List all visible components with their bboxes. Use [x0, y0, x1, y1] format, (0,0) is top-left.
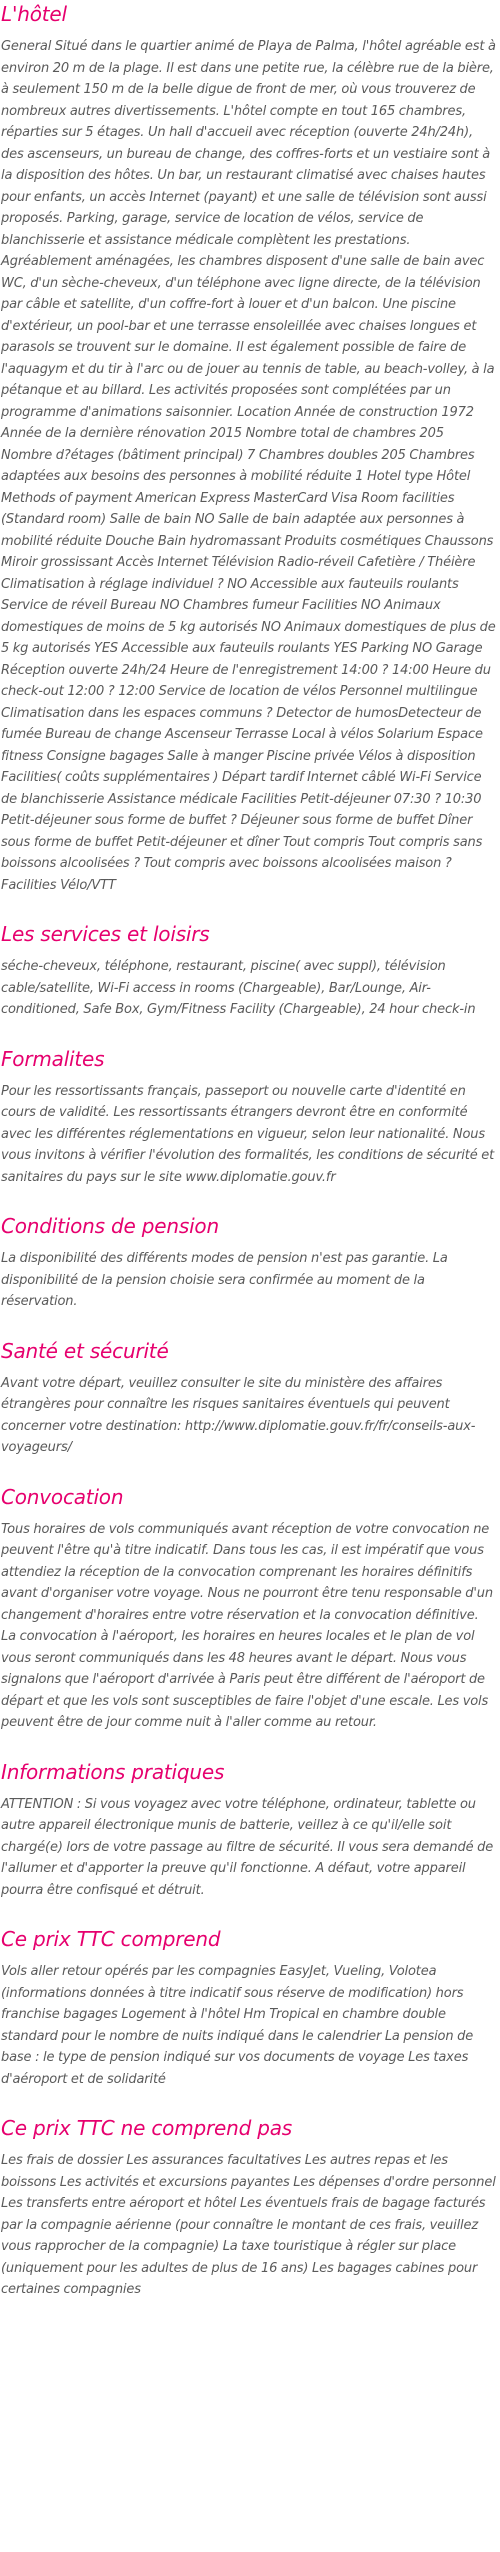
- hotel-info-page: [0, 2, 500, 2301]
- section-body-prix-ne-comprend-pas: Les frais de dossier Les assurances facultatives Les autres repas et les boissons Les activités et excursions payantes Les dépenses d'ordre personnel Les transferts entre aéroport et hôtel Les éventuels frais de bagage facturés par la compagnie aérienne (pour connaître le montant de ces frais, veuillez vous rapprocher de la compagnie) La taxe touristique à régler sur place (uniquement pour les adultes de plus de 16 ans) Les bagages cabines pour certaines compagnies: [1, 2153, 496, 2297]
- section-hotel: [1, 2, 496, 896]
- section-title-hotel: L'hôtel: [1, 2, 67, 26]
- section-title-conditions-pension: Conditions de pension: [1, 1214, 219, 1238]
- section-body-services-loisirs: séche-cheveux, téléphone, restaurant, piscine( avec suppl), télévision cable/satellite, Wi-Fi access in rooms (Chargeable), Bar/Lounge, Air-conditioned, Safe Box, Gym/Fitness Facility (Chargeable), 24 hour check-in: [1, 959, 476, 1017]
- section-body-convocation: Tous horaires de vols communiqués avant réception de votre convocation ne peuvent l'être qu'à titre indicatif. Dans tous les cas, il est impératif que vous attendiez la réception de la convocation comprenant les horaires définitifs avant d'organiser votre voyage. Nous ne pourront être tenu responsable d'un changement d'horaires entre votre réservation et la convocation définitive. La convocation à l'aéroport, les horaires en heures locales et le plan de vol vous seront communiqués dans les 48 heures avant le départ. Nous vous signalons que l'aéroport d'arrivée à Paris peut être différent de l'aéroport de départ et que les vols sont susceptibles de faire l'objet d'une escale. Les vols peuvent être de jour comme nuit à l'aller comme au retour.: [1, 1521, 493, 1730]
- section-title-sante-securite: Santé et sécurité: [1, 1338, 169, 1363]
- section-title-services-loisirs: Les services et loisirs: [1, 922, 210, 946]
- section-services-loisirs: [1, 922, 496, 1021]
- section-body-informations-pratiques: ATTENTION : Si vous voyagez avec votre téléphone, ordinateur, tablette ou autre appareil électronique munis de batterie, veillez à ce qu'il/elle soit chargé(e) lors de votre passage au filtre de sécurité. Il vous sera demandé de l'allumer et d'apporter la preuve qu'il fonctionne. A défaut, votre appareil pourra être confisqué et détruit.: [1, 1796, 494, 1898]
- section-title-formalites: Formalites: [1, 1046, 105, 1071]
- section-prix-ne-comprend-pas: [1, 2116, 496, 2301]
- section-title-informations-pratiques: Informations pratiques: [1, 1759, 225, 1784]
- section-convocation: [1, 1485, 496, 1734]
- section-body-conditions-pension: La disponibilité des différents modes de pension n'est pas garantie. La disponibilité de la pension choisie sera confirmée au moment de la réservation.: [1, 1251, 448, 1309]
- section-title-prix-comprend: Ce prix TTC comprend: [1, 1927, 221, 1951]
- section-conditions-pension: [1, 1214, 496, 1313]
- section-body-sante-securite: Avant votre départ, veuillez consulter le site du ministère des affaires étrangères pour connaître les risques sanitaires éventuels qui peuvent concerner votre destination: http://www.diplomatie.gouv.fr/fr/conseils-aux-voyageurs/: [1, 1375, 476, 1455]
- section-title-prix-ne-comprend-pas: Ce prix TTC ne comprend pas: [1, 2116, 293, 2140]
- section-body-formalites: Pour les ressortissants français, passeport ou nouvelle carte d'identité en cours de validité. Les ressortissants étrangers devront être en conformité avec les différentes réglementations en vigueur, selon leur nationalité. Nous vous invitons à vérifier l'évolution des formalités, les conditions de sécurité et sanitaires du pays sur le site www.diplomatie.gouv.fr: [1, 1083, 495, 1185]
- section-body-hotel: General Situé dans le quartier animé de Playa de Palma, l'hôtel agréable est à environ 20 m de la plage. Il est dans une petite rue, la célèbre rue de la bière, à seulement 150 m de la belle digue de front de mer, où vous trouverez de nombreux autres divertissements. L'hôtel compte en tout 165 chambres, réparties sur 5 étages. Un hall d'accueil avec réception (ouverte 24h/24h), des ascenseurs, un bureau de change, des coffres-forts et un vestiaire sont à la disposition des hôtes. Un bar, un restaurant climatisé avec chaises hautes pour enfants, un accès Internet (payant) et une salle de télévision sont aussi proposés. Parking, garage, service de location de vélos, service de blanchisserie et assistance médicale complètent les prestations. Agréablement aménagées, les chambres disposent d'une salle de bain avec WC, d'un sèche-cheveux, d'un téléphone avec ligne directe, de la télévision par câble et satellite, d'un coffre-fort à louer et d'un balcon. Une piscine d'extérieur, un pool-bar et une terrasse ensoleillée avec chaises longues et parasols se trouvent sur le domaine. Il est également possible de faire de l'aquagym et du tir à l'arc ou de jouer au tennis de table, au beach-volley, à la pétanque et au billard. Les activités proposées sont complétées par un programme d'animations saisonnier. Location Année de construction 1972 Année de la dernière rénovation 2015 Nombre total de chambres 205 Nombre d?étages (bâtiment principal) 7 Chambres doubles 205 Chambres adaptées aux besoins des personnes à mobilité réduite 1 Hotel type Hôtel Methods of payment American Express MasterCard Visa Room facilities (Standard room) Salle de bain NO Salle de bain adaptée aux personnes à mobilité réduite Douche Bain hydromassant Produits cosmétiques Chaussons Miroir grossissant Accès Internet Télévision Radio-réveil Cafetière / Théière Climatisation à réglage individuel ? NO Accessible aux fauteuils roulants Service de réveil Bureau NO Chambres fumeur Facilities NO Animaux domestiques de moins de 5 kg autorisés NO Animaux domestiques de plus de 5 kg autorisés YES Accessible aux fauteuils roulants YES Parking NO Garage Réception ouverte 24h/24 Heure de l'enregistrement 14:00 ? 14:00 Heure du check-out 12:00 ? 12:00 Service de location de vélos Personnel multilingue Climatisation dans les espaces communs ? Detector de humosDetecteur de fumée Bureau de change Ascenseur Terrasse Local à vélos Solarium Espace fitness Consigne bagages Salle à manger Piscine privée Vélos à disposition Facilities( coûts supplémentaires ) Départ tardif Internet câblé Wi-Fi Service de blanchisserie Assistance médicale Facilities Petit-déjeuner 07:30 ? 10:30 Petit-déjeuner sous forme de buffet ? Déjeuner sous forme de buffet Dîner sous forme de buffet Petit-déjeuner et dîner Tout compris Tout compris sans boissons alcoolisées ? Tout compris avec boissons alcoolisées maison ? Facilities Vélo/VTT: [1, 39, 496, 893]
- section-title-convocation: Convocation: [1, 1484, 124, 1509]
- section-prix-comprend: [1, 1927, 496, 2090]
- section-formalites: [1, 1047, 496, 1189]
- section-body-prix-comprend: Vols aller retour opérés par les compagnies EasyJet, Vueling, Volotea (informations données à titre indicatif sous réserve de modification) hors franchise bagages Logement à l'hôtel Hm Tropical en chambre double standard pour le nombre de nuits indiqué dans le calendrier La pension de base : le type de pension indiqué sur vos documents de voyage Les taxes d'aéroport et de solidarité: [1, 1964, 474, 2087]
- section-sante-securite: [1, 1339, 496, 1459]
- section-informations-pratiques: [1, 1760, 496, 1902]
